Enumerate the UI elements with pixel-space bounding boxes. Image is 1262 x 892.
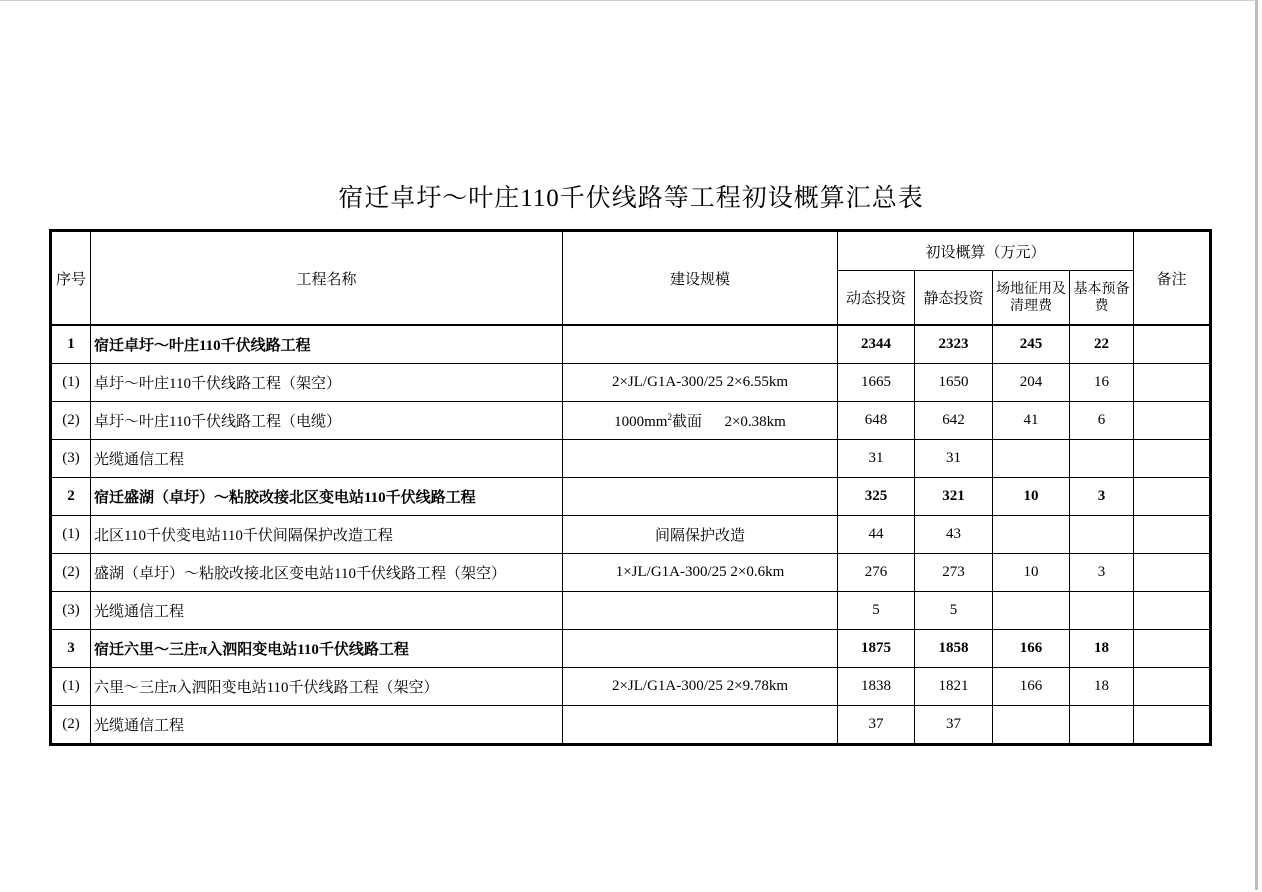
row-scale: 2×JL/G1A-300/25 2×6.55km	[563, 364, 838, 402]
row-static: 5	[915, 592, 993, 630]
row-scale: 1×JL/G1A-300/25 2×0.6km	[563, 554, 838, 592]
table-row	[51, 516, 1211, 554]
header-row-1	[51, 231, 1211, 271]
row-dynamic: 1665	[838, 364, 915, 402]
row-dynamic: 37	[838, 706, 915, 745]
row-dynamic: 2344	[838, 325, 915, 364]
row-scale	[563, 478, 838, 516]
row-scale: 间隔保护改造	[563, 516, 838, 554]
row-remark	[1134, 364, 1211, 402]
row-remark	[1134, 592, 1211, 630]
row-scale	[563, 630, 838, 668]
row-name: 光缆通信工程	[91, 440, 563, 478]
header-dynamic: 动态投资	[838, 271, 915, 326]
row-land	[993, 706, 1070, 745]
budget-summary-table	[49, 229, 1212, 746]
row-dynamic: 5	[838, 592, 915, 630]
row-seq: 1	[51, 325, 91, 364]
row-land: 10	[993, 554, 1070, 592]
row-remark	[1134, 402, 1211, 440]
table-row	[51, 478, 1211, 516]
scale-cable-rest: 截面 2×0.38km	[671, 414, 786, 430]
table-row	[51, 592, 1211, 630]
table-row	[51, 668, 1211, 706]
row-dynamic: 31	[838, 440, 915, 478]
row-static: 1821	[915, 668, 993, 706]
row-static: 31	[915, 440, 993, 478]
row-name: 北区110千伏变电站110千伏间隔保护改造工程	[91, 516, 563, 554]
row-static: 43	[915, 516, 993, 554]
table-row	[51, 554, 1211, 592]
row-dynamic: 44	[838, 516, 915, 554]
table-row	[51, 706, 1211, 745]
row-static: 321	[915, 478, 993, 516]
row-dynamic: 1875	[838, 630, 915, 668]
row-name: 盛湖（卓圩）～粘胶改接北区变电站110千伏线路工程（架空）	[91, 554, 563, 592]
row-seq: 2	[51, 478, 91, 516]
row-land: 10	[993, 478, 1070, 516]
table-row	[51, 402, 1211, 440]
row-static: 1650	[915, 364, 993, 402]
row-remark	[1134, 325, 1211, 364]
row-scale	[563, 440, 838, 478]
row-remark	[1134, 554, 1211, 592]
row-static: 642	[915, 402, 993, 440]
row-land: 166	[993, 668, 1070, 706]
row-name: 卓圩～叶庄110千伏线路工程（架空）	[91, 364, 563, 402]
row-static: 1858	[915, 630, 993, 668]
row-scale	[563, 706, 838, 745]
scale-cable-size: 1000mm	[614, 414, 668, 430]
row-name: 光缆通信工程	[91, 592, 563, 630]
row-remark	[1134, 630, 1211, 668]
row-seq: (1)	[51, 516, 91, 554]
row-land: 41	[993, 402, 1070, 440]
row-remark	[1134, 668, 1211, 706]
row-seq: (3)	[51, 440, 91, 478]
row-seq: (1)	[51, 364, 91, 402]
row-seq: (1)	[51, 668, 91, 706]
row-reserve: 6	[1070, 402, 1134, 440]
row-seq: (3)	[51, 592, 91, 630]
header-remark: 备注	[1134, 231, 1211, 326]
table-row	[51, 364, 1211, 402]
row-scale	[563, 592, 838, 630]
row-land	[993, 440, 1070, 478]
row-remark	[1134, 706, 1211, 745]
scale-superscript: 2	[667, 412, 672, 422]
row-name: 宿迁卓圩～叶庄110千伏线路工程	[91, 325, 563, 364]
row-name: 六里～三庄π入泗阳变电站110千伏线路工程（架空）	[91, 668, 563, 706]
row-reserve	[1070, 592, 1134, 630]
row-seq: (2)	[51, 706, 91, 745]
row-dynamic: 276	[838, 554, 915, 592]
row-land: 166	[993, 630, 1070, 668]
row-land	[993, 592, 1070, 630]
row-dynamic: 1838	[838, 668, 915, 706]
row-reserve: 18	[1070, 668, 1134, 706]
row-land	[993, 516, 1070, 554]
row-reserve	[1070, 706, 1134, 745]
row-static: 2323	[915, 325, 993, 364]
row-scale: 2×JL/G1A-300/25 2×9.78km	[563, 668, 838, 706]
row-reserve: 3	[1070, 478, 1134, 516]
row-static: 273	[915, 554, 993, 592]
header-static: 静态投资	[915, 271, 993, 326]
row-reserve: 3	[1070, 554, 1134, 592]
row-reserve: 16	[1070, 364, 1134, 402]
row-reserve	[1070, 440, 1134, 478]
row-scale	[563, 402, 838, 440]
row-dynamic: 648	[838, 402, 915, 440]
row-name: 宿迁盛湖（卓圩）～粘胶改接北区变电站110千伏线路工程	[91, 478, 563, 516]
row-remark	[1134, 516, 1211, 554]
row-name: 卓圩～叶庄110千伏线路工程（电缆）	[91, 402, 563, 440]
row-seq: 3	[51, 630, 91, 668]
table-row	[51, 440, 1211, 478]
header-seq: 序号	[51, 231, 91, 326]
row-reserve	[1070, 516, 1134, 554]
header-land: 场地征用及清理费	[993, 271, 1070, 326]
header-scale: 建设规模	[563, 231, 838, 326]
row-name: 宿迁六里～三庄π入泗阳变电站110千伏线路工程	[91, 630, 563, 668]
header-reserve: 基本预备费	[1070, 271, 1134, 326]
row-seq: (2)	[51, 554, 91, 592]
row-scale	[563, 325, 838, 364]
header-budget-group: 初设概算（万元）	[838, 231, 1134, 271]
table-row	[51, 630, 1211, 668]
row-name: 光缆通信工程	[91, 706, 563, 745]
row-remark	[1134, 478, 1211, 516]
header-name: 工程名称	[91, 231, 563, 326]
row-land: 204	[993, 364, 1070, 402]
table-row	[51, 325, 1211, 364]
row-land: 245	[993, 325, 1070, 364]
row-remark	[1134, 440, 1211, 478]
row-seq: (2)	[51, 402, 91, 440]
row-static: 37	[915, 706, 993, 745]
row-reserve: 18	[1070, 630, 1134, 668]
row-reserve: 22	[1070, 325, 1134, 364]
page-title: 宿迁卓圩～叶庄110千伏线路等工程初设概算汇总表	[338, 185, 924, 212]
row-dynamic: 325	[838, 478, 915, 516]
